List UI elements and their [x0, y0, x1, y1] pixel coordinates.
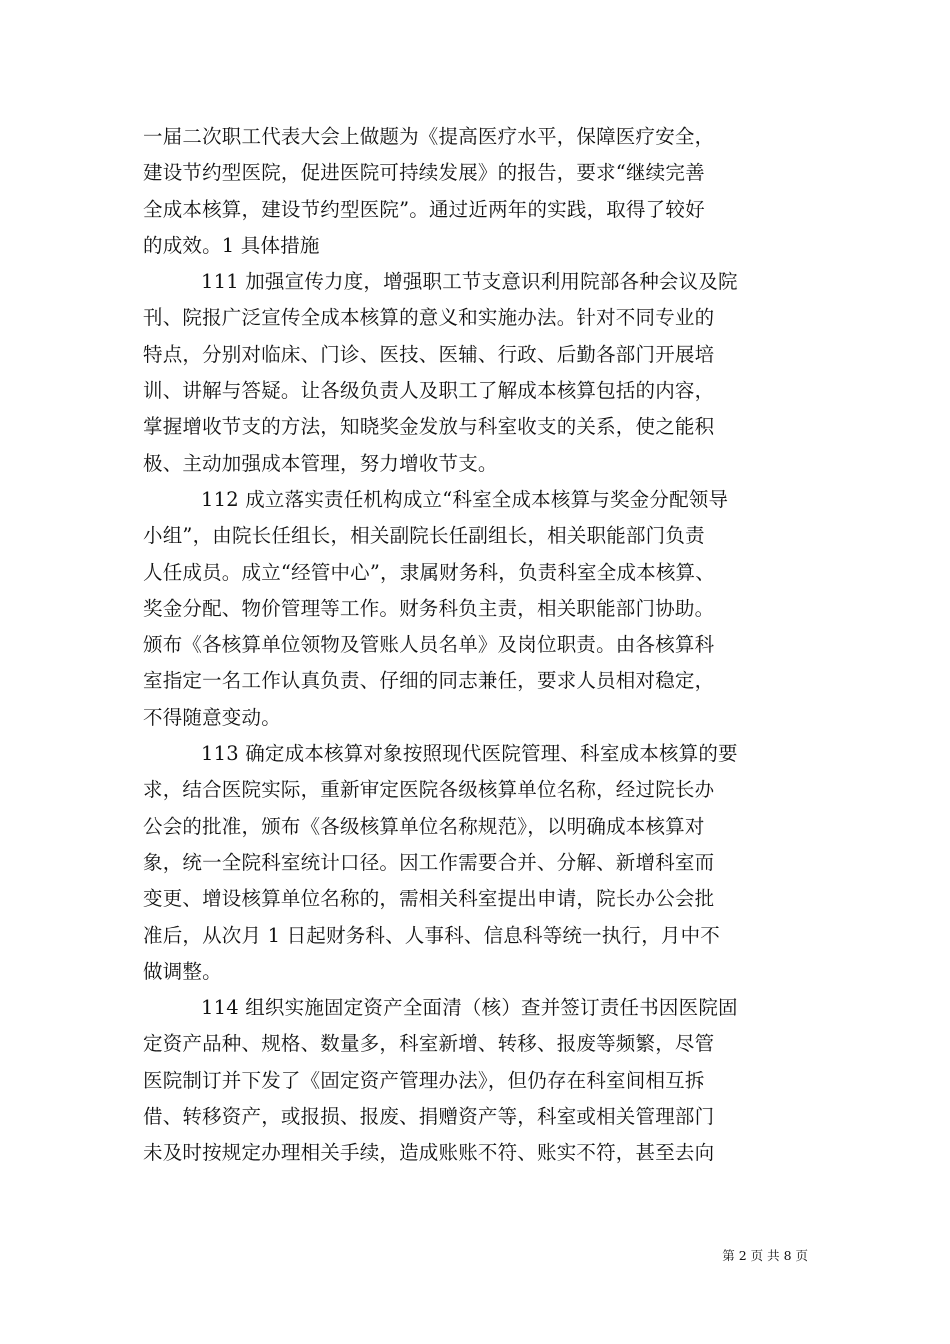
page-number: 第 2 页 共 8 页	[722, 1248, 808, 1263]
text-line: 特点，分别对临床、门诊、医技、医辅、行政、后勤各部门开展培	[143, 342, 715, 366]
text-line: 室指定一名工作认真负责、仔细的同志兼任，要求人员相对稳定，	[143, 669, 715, 693]
text-line: 准后，从次月 1 日起财务科、人事科、信息科等统一执行，月中不	[143, 923, 721, 947]
text-line: 一届二次职工代表大会上做题为《提高医疗水平，保障医疗安全，	[143, 125, 715, 148]
paragraph-start-line: 114 组织实施固定资产全面清（核）查并签订责任书因医院固	[201, 996, 738, 1020]
text-line: 未及时按规定办理相关手续，造成账账不符、账实不符，甚至去向	[143, 1141, 715, 1165]
text-line: 奖金分配、物价管理等工作。财务科负主责，相关职能部门协助。	[143, 596, 715, 620]
text-line: 掌握增收节支的方法，知晓奖金发放与科室收支的关系，使之能积	[143, 415, 715, 439]
text-line: 建设节约型医院，促进医院可持续发展》的报告，要求“继续完善	[143, 161, 705, 185]
text-line: 极、主动加强成本管理，努力增收节支。	[143, 451, 498, 475]
text-line: 不得随意变动。	[143, 705, 281, 729]
text-line: 全成本核算，建设节约型医院”。通过近两年的实践，取得了较好	[143, 197, 705, 221]
body-text	[143, 119, 807, 1172]
text-line: 借、转移资产，或报损、报废、捐赠资产等，科室或相关管理部门	[143, 1105, 715, 1129]
text-line: 变更、增设核算单位名称的，需相关科室提出申请，院长办公会批	[143, 887, 715, 911]
text-line: 训、讲解与答疑。让各级负责人及职工了解成本核算包括的内容，	[143, 379, 715, 403]
text-line: 公会的批准，颁布《各级核算单位名称规范》，以明确成本核算对	[143, 814, 705, 838]
paragraph-start-line: 111 加强宣传力度，增强职工节支意识利用院部各种会议及院	[201, 270, 738, 294]
text-line: 求，结合医院实际，重新审定医院各级核算单位名称，经过院长办	[143, 778, 715, 802]
text-line: 医院制订并下发了《固定资产管理办法》，但仍存在科室间相互拆	[143, 1068, 705, 1092]
text-line: 定资产品种、规格、数量多，科室新增、转移、报废等频繁，尽管	[143, 1032, 715, 1056]
text-line: 人任成员。成立“经管中心”，隶属财务科，负责科室全成本核算、	[143, 560, 715, 584]
paragraph-start-line: 113 确定成本核算对象按照现代医院管理、科室成本核算的要	[201, 742, 738, 766]
text-line: 颁布《各核算单位领物及管账人员名单》及岗位职责。由各核算科	[143, 633, 715, 657]
text-line: 做调整。	[143, 959, 222, 983]
paragraph-start-line: 112 成立落实责任机构成立“科室全成本核算与奖金分配领导	[201, 487, 729, 511]
text-line: 的成效。1 具体措施	[143, 233, 320, 257]
text-line: 象，统一全院科室统计口径。因工作需要合并、分解、新增科室而	[143, 850, 715, 874]
text-line: 刊、院报广泛宣传全成本核算的意义和实施办法。针对不同专业的	[143, 306, 715, 330]
text-line: 小组”，由院长任组长，相关副院长任副组长，相关职能部门负责	[143, 524, 705, 548]
